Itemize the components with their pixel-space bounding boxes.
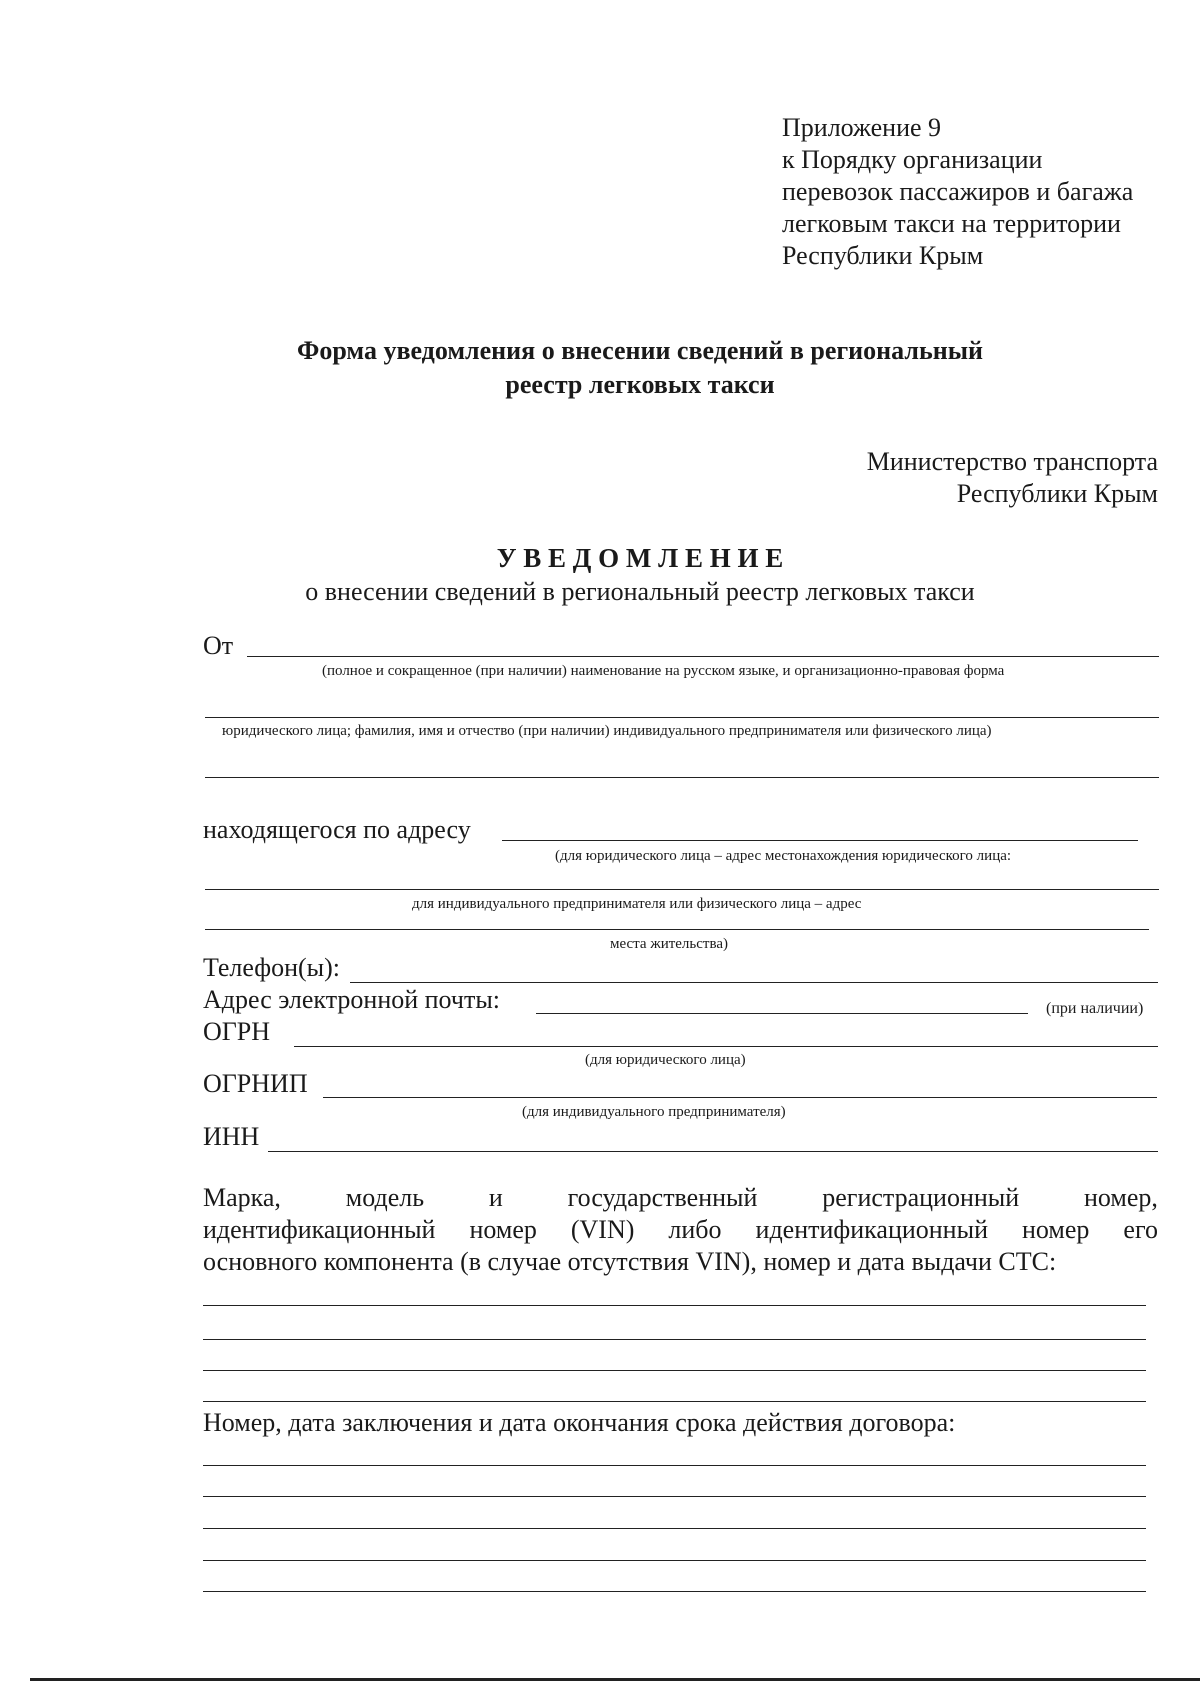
contract-field-4[interactable]: [203, 1560, 1146, 1561]
appendix-line-5: Республики Крым: [782, 241, 984, 270]
ogrnip-label: ОГРНИП: [203, 1069, 308, 1098]
vehicle-word: (VIN): [570, 1215, 635, 1244]
form-title-line-1: Форма уведомления о внесении сведений в региональный: [297, 336, 983, 365]
vehicle-word: либо: [668, 1215, 722, 1244]
contract-field-5[interactable]: [203, 1591, 1146, 1592]
email-field[interactable]: [536, 1013, 1028, 1014]
address-caption-1: (для юридического лица – адрес местонахождения юридического лица:: [555, 848, 1012, 864]
form-title-line-2: реестр легковых такси: [505, 370, 775, 399]
vehicle-word: его: [1123, 1215, 1158, 1244]
appendix-line-1: Приложение 9: [782, 113, 942, 142]
address-field-3[interactable]: [205, 929, 1149, 930]
inn-label: ИНН: [203, 1122, 260, 1151]
contract-label: Номер, дата заключения и дата окончания срока действия договора:: [203, 1408, 956, 1437]
email-note: (при наличии): [1046, 1000, 1144, 1017]
address-field-2[interactable]: [205, 889, 1159, 890]
addressee-block: [867, 446, 1158, 510]
address-caption-2: для индивидуального предпринимателя или физического лица – адрес: [412, 896, 862, 912]
notice-subheading: о внесении сведений в региональный реестр легковых такси: [305, 577, 975, 606]
page-bottom-divider: [30, 1678, 1200, 1681]
addressee-line-1: Министерство транспорта: [866, 447, 1158, 476]
notice-heading: У В Е Д О М Л Е Н И Е: [496, 543, 784, 573]
vehicle-line-1: [203, 1182, 1158, 1214]
vehicle-field-4[interactable]: [203, 1401, 1146, 1402]
address-label: находящегося по адресу: [203, 815, 471, 844]
from-caption-2: юридического лица; фамилия, имя и отчество (при наличии) индивидуального предпринимателя или физического лица): [222, 723, 992, 739]
from-field[interactable]: [247, 656, 1159, 657]
from-caption-1: (полное и сокращенное (при наличии) наименование на русском языке, и организационно-правовая форма: [322, 663, 1005, 679]
address-caption-3: места жительства): [610, 936, 729, 952]
phone-label: Телефон(ы):: [203, 953, 341, 982]
appendix-line-4: легковым такси на территории: [782, 209, 1121, 238]
address-field[interactable]: [502, 840, 1138, 841]
from-field-2[interactable]: [205, 717, 1159, 718]
from-label: От: [203, 631, 234, 660]
vehicle-line-3: основного компонента (в случае отсутствия VIN), номер и дата выдачи СТС:: [203, 1247, 1057, 1276]
email-label: Адрес электронной почты:: [203, 985, 501, 1014]
vehicle-word: и: [488, 1183, 503, 1212]
contract-field-3[interactable]: [203, 1528, 1146, 1529]
vehicle-word: Марка,: [203, 1183, 281, 1212]
ogrn-caption: (для юридического лица): [585, 1052, 746, 1068]
vehicle-word: номер: [1021, 1215, 1090, 1244]
vehicle-word: модель: [345, 1183, 425, 1212]
addressee-line-2: Республики Крым: [956, 479, 1158, 508]
vehicle-field-1[interactable]: [203, 1305, 1146, 1306]
phone-field[interactable]: [350, 982, 1158, 983]
vehicle-word: идентификационный: [755, 1215, 988, 1244]
contract-field-1[interactable]: [203, 1465, 1146, 1466]
ogrn-label: ОГРН: [203, 1017, 271, 1046]
vehicle-word: номер: [469, 1215, 537, 1244]
vehicle-field-3[interactable]: [203, 1370, 1146, 1371]
vehicle-word: регистрационный: [822, 1183, 1020, 1212]
form-title: [200, 334, 1080, 402]
vehicle-line-2: [203, 1214, 1158, 1246]
appendix-line-3: перевозок пассажиров и багажа: [782, 177, 1134, 206]
appendix-line-2: к Порядку организации: [782, 145, 1043, 174]
ogrnip-caption: (для индивидуального предпринимателя): [522, 1104, 786, 1120]
vehicle-field-2[interactable]: [203, 1339, 1146, 1340]
vehicle-word: идентификационный: [203, 1215, 436, 1244]
from-field-3[interactable]: [205, 777, 1159, 778]
appendix-block: [782, 112, 1133, 272]
inn-field[interactable]: [268, 1151, 1158, 1152]
vehicle-word: государственный: [567, 1183, 758, 1212]
vehicle-word: номер,: [1084, 1183, 1158, 1212]
ogrn-field[interactable]: [294, 1046, 1158, 1047]
contract-field-2[interactable]: [203, 1496, 1146, 1497]
ogrnip-field[interactable]: [323, 1097, 1157, 1098]
